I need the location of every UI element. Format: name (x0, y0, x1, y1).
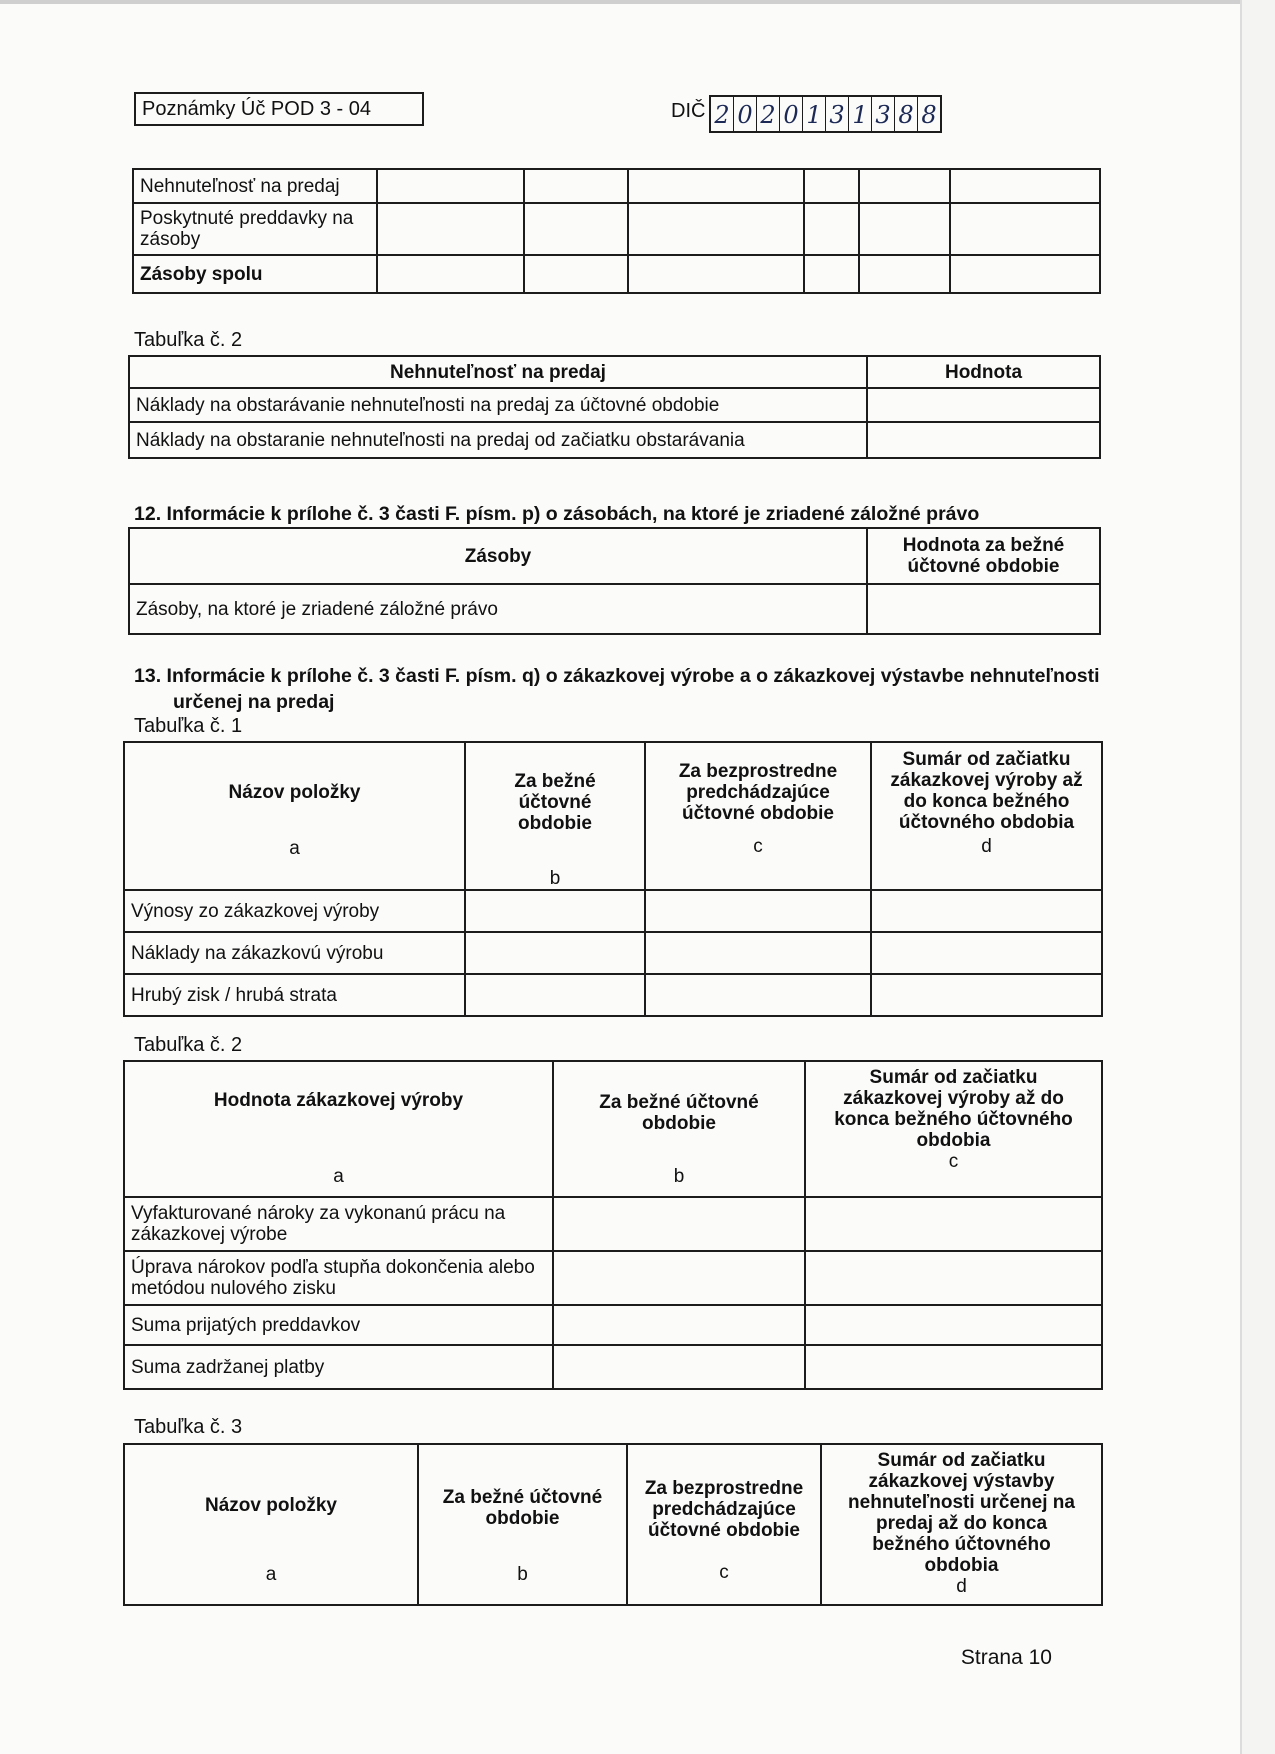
value-cell[interactable] (645, 932, 871, 974)
dic-digit: 1 (803, 97, 826, 131)
value-cell[interactable] (465, 932, 645, 974)
row-label: Suma zadržanej platby (124, 1345, 553, 1389)
column-header: Sumár od začiatku zákazkovej výroby až do konca bežného účtovného obdobia c (805, 1061, 1102, 1197)
section-12-title: 12. Informácie k prílohe č. 3 časti F. písm. p) o zásobách, na ktoré je zriadené záložné právo (134, 503, 980, 525)
pledged-inventory-table (128, 527, 1101, 635)
dic-digit: 2 (711, 97, 734, 131)
column-header: Za bezprostredne predchádzajúce účtovné obdobie c (645, 742, 871, 890)
value-cell[interactable] (524, 255, 628, 293)
value-cell[interactable] (871, 974, 1102, 1016)
value-cell[interactable] (553, 1305, 805, 1345)
row-label: Suma prijatých preddavkov (124, 1305, 553, 1345)
row-label: Zásoby spolu (133, 255, 377, 293)
column-letter: a (289, 838, 300, 859)
form-code: Poznámky Úč POD 3 - 04 (142, 98, 371, 120)
row-label: Náklady na zákazkovú výrobu (124, 932, 465, 974)
value-cell[interactable] (628, 169, 804, 203)
row-label: Úprava nárokov podľa stupňa dokončenia alebo metódou nulového zisku (124, 1251, 553, 1305)
column-header: Za bežné účtovné obdobie b (465, 742, 645, 890)
column-letter: a (333, 1166, 344, 1187)
value-cell[interactable] (553, 1345, 805, 1389)
value-cell[interactable] (377, 255, 524, 293)
column-letter: b (517, 1564, 528, 1585)
dic-digit: 0 (734, 97, 757, 131)
row-label: Náklady na obstaranie nehnuteľnosti na predaj od začiatku obstarávania (129, 422, 867, 458)
value-cell[interactable] (805, 1305, 1102, 1345)
property-for-sale-table (128, 355, 1101, 459)
section-13-title: 13. Informácie k prílohe č. 3 časti F. písm. q) o zákazkovej výrobe a o zákazkovej výstavbe nehnuteľnosti (134, 665, 1100, 687)
column-header: Názov položky a (124, 1444, 418, 1605)
value-cell[interactable] (871, 890, 1102, 932)
value-cell[interactable] (867, 422, 1100, 458)
value-cell[interactable] (465, 974, 645, 1016)
scan-edge (0, 0, 1240, 4)
column-letter: c (719, 1562, 729, 1583)
dic-digit: 3 (826, 97, 849, 131)
dic-digit: 3 (872, 97, 895, 131)
value-cell[interactable] (645, 890, 871, 932)
value-cell[interactable] (804, 169, 859, 203)
column-header: Zásoby (129, 528, 867, 584)
row-label: Náklady na obstarávanie nehnuteľnosti na predaj za účtovné obdobie (129, 388, 867, 422)
dic-digit: 0 (780, 97, 803, 131)
value-cell[interactable] (859, 169, 950, 203)
value-cell[interactable] (859, 203, 950, 255)
section-13-title-cont: určenej na predaj (173, 691, 335, 713)
column-letter: c (753, 836, 763, 857)
column-letter: a (265, 1564, 277, 1585)
value-cell[interactable] (553, 1251, 805, 1305)
column-letter: b (673, 1166, 685, 1187)
dic-digit: 8 (895, 97, 918, 131)
column-header: Názov položky a (124, 742, 465, 890)
value-cell[interactable] (950, 255, 1100, 293)
column-header: Za bezprostredne predchádzajúce účtovné obdobie c (627, 1444, 821, 1605)
column-header: Sumár od začiatku zákazkovej výstavby nehnuteľnosti určenej na predaj až do konca bežného účtovného obdobia d (821, 1444, 1102, 1605)
dic-digit-boxes (709, 95, 942, 133)
value-cell[interactable] (805, 1197, 1102, 1251)
value-cell[interactable] (804, 255, 859, 293)
column-letter: b (549, 868, 561, 889)
column-header: Hodnota zákazkovej výroby a (124, 1061, 553, 1197)
row-label: Zásoby, na ktoré je zriadené záložné právo (129, 584, 867, 634)
table-caption: Tabuľka č. 2 (134, 1034, 243, 1056)
value-cell[interactable] (805, 1251, 1102, 1305)
column-header: Hodnota (867, 356, 1100, 388)
value-cell[interactable] (950, 203, 1100, 255)
form-code-box (134, 92, 424, 126)
column-header: Sumár od začiatku zákazkovej výroby až do konca bežného účtovného obdobia d (871, 742, 1102, 890)
value-cell[interactable] (859, 255, 950, 293)
dic-digit: 1 (849, 97, 872, 131)
value-cell[interactable] (871, 932, 1102, 974)
table-caption: Tabuľka č. 2 (134, 329, 243, 351)
value-cell[interactable] (645, 974, 871, 1016)
row-label: Poskytnuté preddavky na zásoby (133, 203, 377, 255)
value-cell[interactable] (950, 169, 1100, 203)
contract-production-table-2 (123, 1060, 1103, 1390)
row-label: Nehnuteľnosť na predaj (133, 169, 377, 203)
value-cell[interactable] (628, 203, 804, 255)
value-cell[interactable] (867, 584, 1100, 634)
column-header: Za bežné účtovné obdobie b (553, 1061, 805, 1197)
value-cell[interactable] (804, 203, 859, 255)
column-header: Za bežné účtovné obdobie b (418, 1444, 627, 1605)
dic-label: DIČ (671, 100, 706, 122)
table-caption: Tabuľka č. 3 (134, 1416, 243, 1438)
inventory-table (132, 168, 1101, 294)
column-letter: d (956, 1576, 967, 1597)
value-cell[interactable] (465, 890, 645, 932)
value-cell[interactable] (867, 388, 1100, 422)
dic-digit: 2 (757, 97, 780, 131)
page-number: Strana 10 (960, 1646, 1052, 1669)
value-cell[interactable] (377, 169, 524, 203)
value-cell[interactable] (524, 203, 628, 255)
dic-digit: 8 (921, 101, 937, 129)
row-label: Vyfakturované nároky za vykonanú prácu na zákazkovej výrobe (124, 1197, 553, 1251)
column-header: Nehnuteľnosť na predaj (129, 356, 867, 388)
value-cell[interactable] (805, 1345, 1102, 1389)
column-letter: d (981, 836, 992, 857)
column-header: Hodnota za bežné účtovné obdobie (867, 528, 1100, 584)
contract-construction-table-3 (123, 1443, 1103, 1606)
value-cell[interactable] (628, 255, 804, 293)
value-cell[interactable] (524, 169, 628, 203)
value-cell[interactable] (553, 1197, 805, 1251)
row-label: Hrubý zisk / hrubá strata (124, 974, 465, 1016)
column-letter: c (948, 1151, 959, 1172)
row-label: Výnosy zo zákazkovej výroby (124, 890, 465, 932)
contract-production-table-1 (123, 741, 1103, 1017)
value-cell[interactable] (377, 203, 524, 255)
table-caption: Tabuľka č. 1 (134, 715, 243, 737)
